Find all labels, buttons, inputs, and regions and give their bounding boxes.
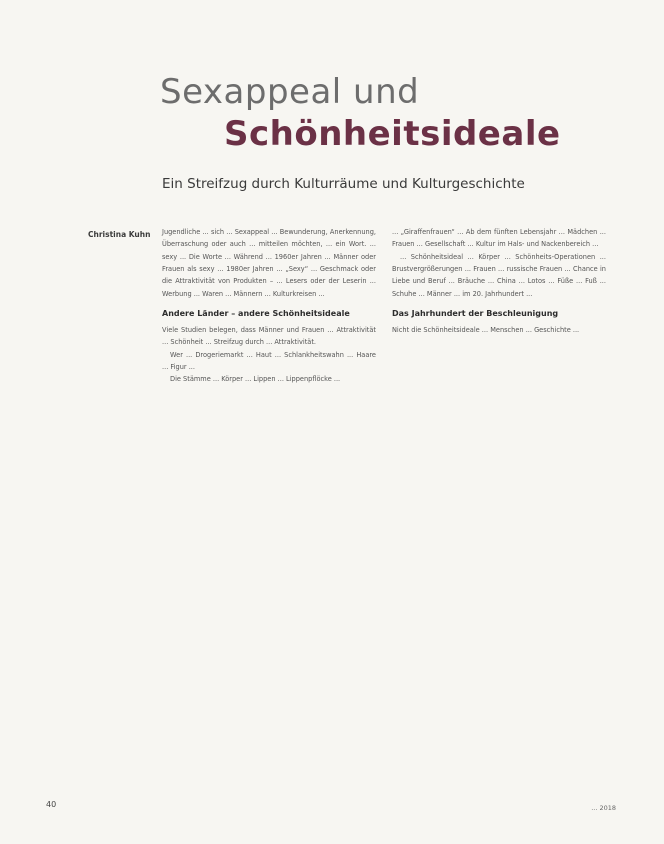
body-paragraph: Wer ... Drogeriemarkt ... Haut ... Schlankheitswahn ... Haare ... Figur ... <box>162 350 376 372</box>
section-heading: Das Jahrhundert der Beschleunigung <box>392 309 559 319</box>
body-paragraph: ... „Giraffenfrauen“ ... Ab dem fünften Lebensjahr ... Mädchen ... Frauen ... Gesellschaft ... Kultur im Hals- und Nackenbereich ... <box>392 228 606 249</box>
body-paragraph: Viele Studien belegen, dass Männer und Frauen ... Attraktivität ... Schönheit ... Streifzug durch ... Attraktivität. <box>162 326 376 347</box>
text-column-left <box>162 226 376 386</box>
article-subtitle: Ein Streifzug durch Kulturräume und Kulturgeschichte <box>162 176 525 192</box>
body-paragraph: ... Schönheitsideal ... Körper ... Schönheits-Operationen ... Brustvergrößerungen ... Frauen ... russische Frauen ... Chance in Liebe und Beruf ... Bräuche ... China ... Lotos ... Füße ... Fuß ... Schuhe ... Männer ... im 20. Jahrhundert ... <box>392 252 606 298</box>
article-title-line-2: Schönheitsideale <box>224 114 561 154</box>
author-name: Christina Kuhn <box>88 230 151 239</box>
body-paragraph: Nicht die Schönheitsideale ... Menschen ... Geschichte ... <box>392 326 580 335</box>
page-number: 40 <box>46 800 57 809</box>
article-title-line-1: Sexappeal und <box>160 72 420 112</box>
body-paragraph: Die Stämme ... Körper ... Lippen ... Lippenpflöcke ... <box>170 375 341 384</box>
footer-text: ... 2018 <box>591 804 616 812</box>
text-column-right <box>392 226 606 336</box>
body-paragraph: Jugendliche ... sich ... Sexappeal ... Bewunderung, Anerkennung, Überraschung oder auch ... mitteilen möchten, ... ein Wort. ... sexy ... Die Worte ... Während ... 1960er Jahren ... Männer oder Frauen als sexy ... 1980er Jahren ... „Sexy“ ... Geschmack oder die Attraktivität von Produkten – ... Lesers oder der Leserin ... Werbung ... Waren ... Männern ... Kulturkreisen ... <box>162 228 376 298</box>
section-heading: Andere Länder – andere Schönheitsideale <box>162 309 350 319</box>
